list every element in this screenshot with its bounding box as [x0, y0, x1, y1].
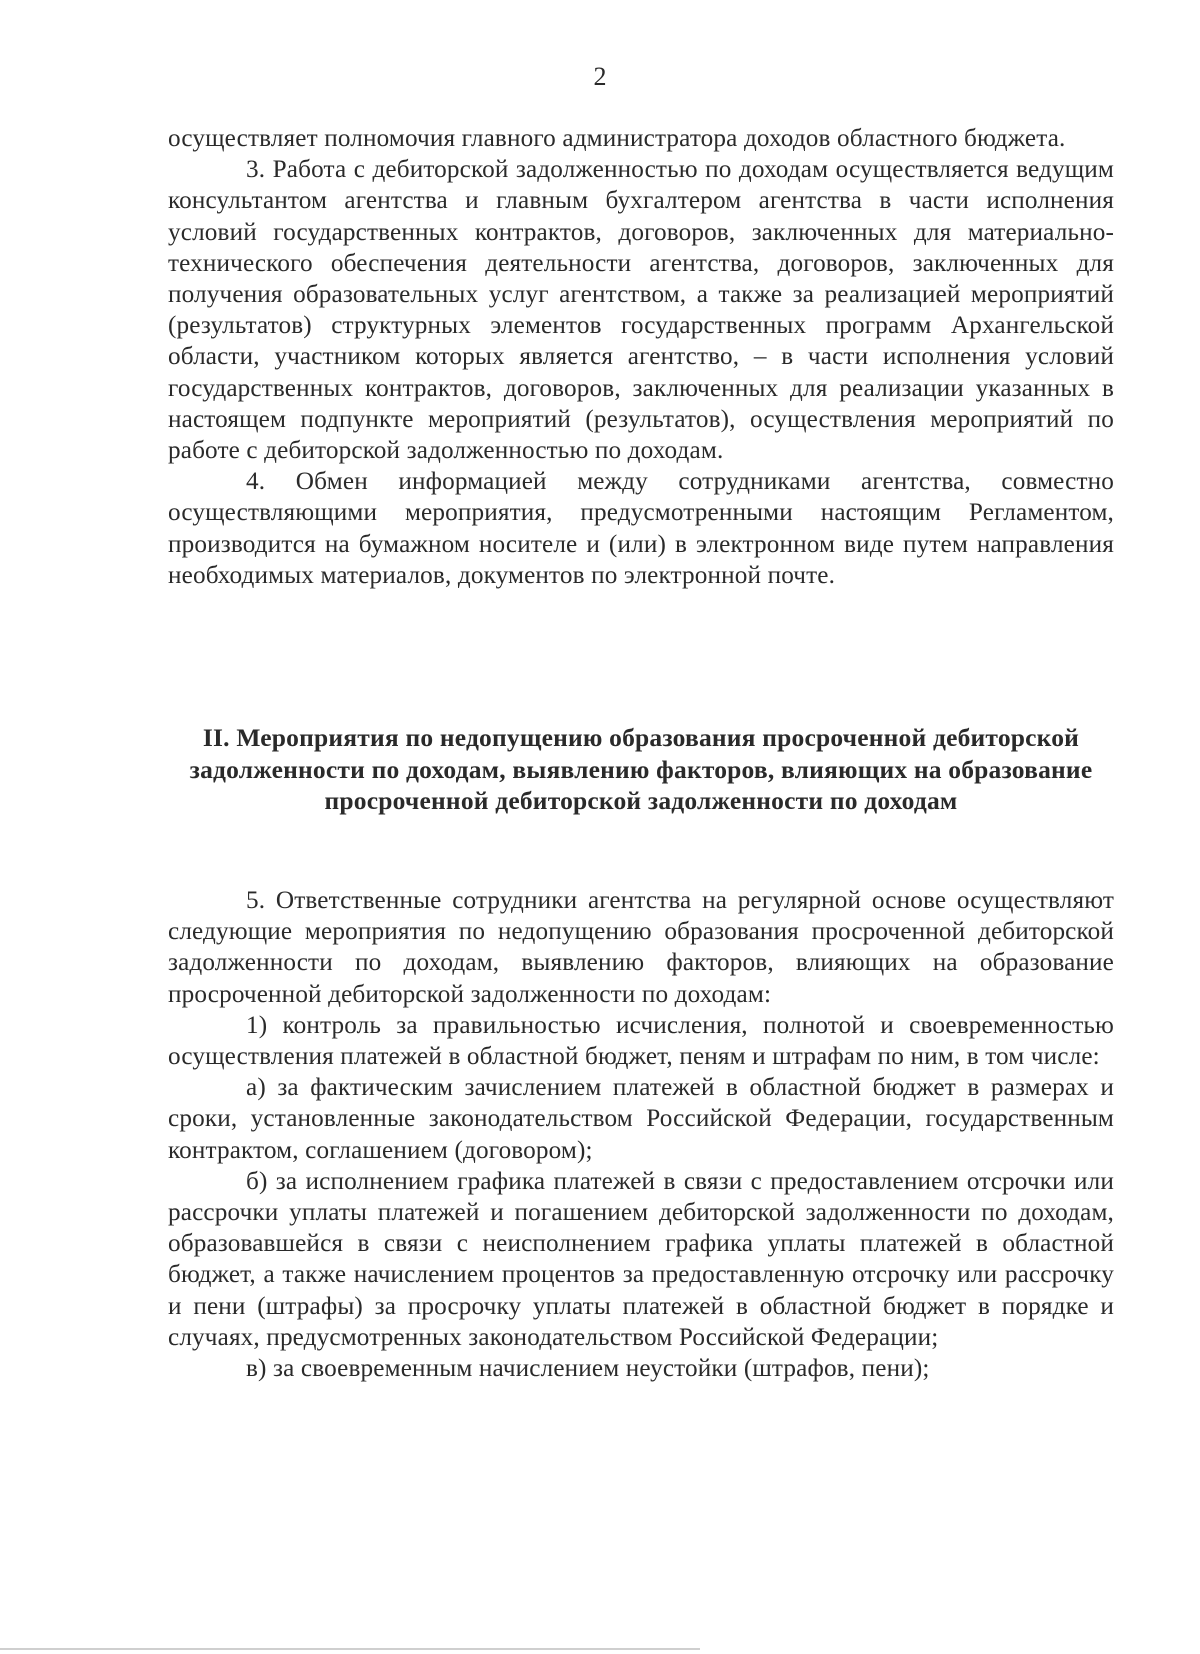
body-text-bottom — [168, 885, 1114, 1384]
paragraph-continuation: осуществляет полномочия главного администратора доходов областного бюджета. — [168, 125, 1066, 152]
body-text-top — [168, 123, 1114, 591]
page-number: 2 — [593, 62, 607, 91]
list-item-1: 1) контроль за правильностью исчисления, полнотой и своевременностью осуществления платежей в областной бюджет, пеням и штрафам по ним, в том числе: — [168, 1011, 1114, 1071]
list-item-a: а) за фактическим зачислением платежей в областной бюджет в размерах и сроки, установленные законодательством Российской Федерации, государственным контрактом, соглашением (договором); — [168, 1074, 1114, 1164]
paragraph-3: 3. Работа с дебиторской задолженностью по доходам осуществляется ведущим консультантом агентства и главным бухгалтером агентства в части исполнения условий государственных контрактов, договоров, заключенных для материально-технического обеспечения деятельности агентства, договоров, заключенных для получения образовательных услуг агентством, а также за реализацией мероприятий (результатов) структурных элементов государственных программ Архангельской области, участником которых является агентство, – в части исполнения условий государственных контрактов, договоров, заключенных для реализации указанных в настоящем подпункте мероприятий (результатов), осуществления мероприятий по работе с дебиторской задолженностью по доходам. — [168, 156, 1114, 465]
scan-edge-line — [0, 1648, 700, 1650]
section-heading: II. Мероприятия по недопущению образования просроченной дебиторской задолженности по доходам, выявлению факторов, влияющих на образование просроченной дебиторской задолженности по доходам — [189, 723, 1093, 815]
paragraph-5: 5. Ответственные сотрудники агентства на регулярной основе осуществляют следующие мероприятия по недопущению образования просроченной дебиторской задолженности по доходам, выявлению факторов, влияющих на образование просроченной дебиторской задолженности по доходам: — [168, 887, 1114, 1008]
list-item-v: в) за своевременным начислением неустойки (штрафов, пени); — [246, 1355, 930, 1383]
list-item-b: б) за исполнением графика платежей в связи с предоставлением отсрочки или рассрочки уплаты платежей и погашением дебиторской задолженности по доходам, образовавшейся в связи с неисполнением графика уплаты платежей в областной бюджет, а также начислением процентов за предоставленную отсрочку или рассрочку и пени (штрафы) за просрочку уплаты платежей в областной бюджет в порядке и случаях, предусмотренных законодательством Российской Федерации; — [168, 1167, 1114, 1351]
paragraph-4: 4. Обмен информацией между сотрудниками агентства, совместно осуществляющими мероприятия, предусмотренными настоящим Регламентом, производится на бумажном носителе и (или) в электронном виде путем направления необходимых материалов, документов по электронной почте. — [168, 468, 1114, 589]
